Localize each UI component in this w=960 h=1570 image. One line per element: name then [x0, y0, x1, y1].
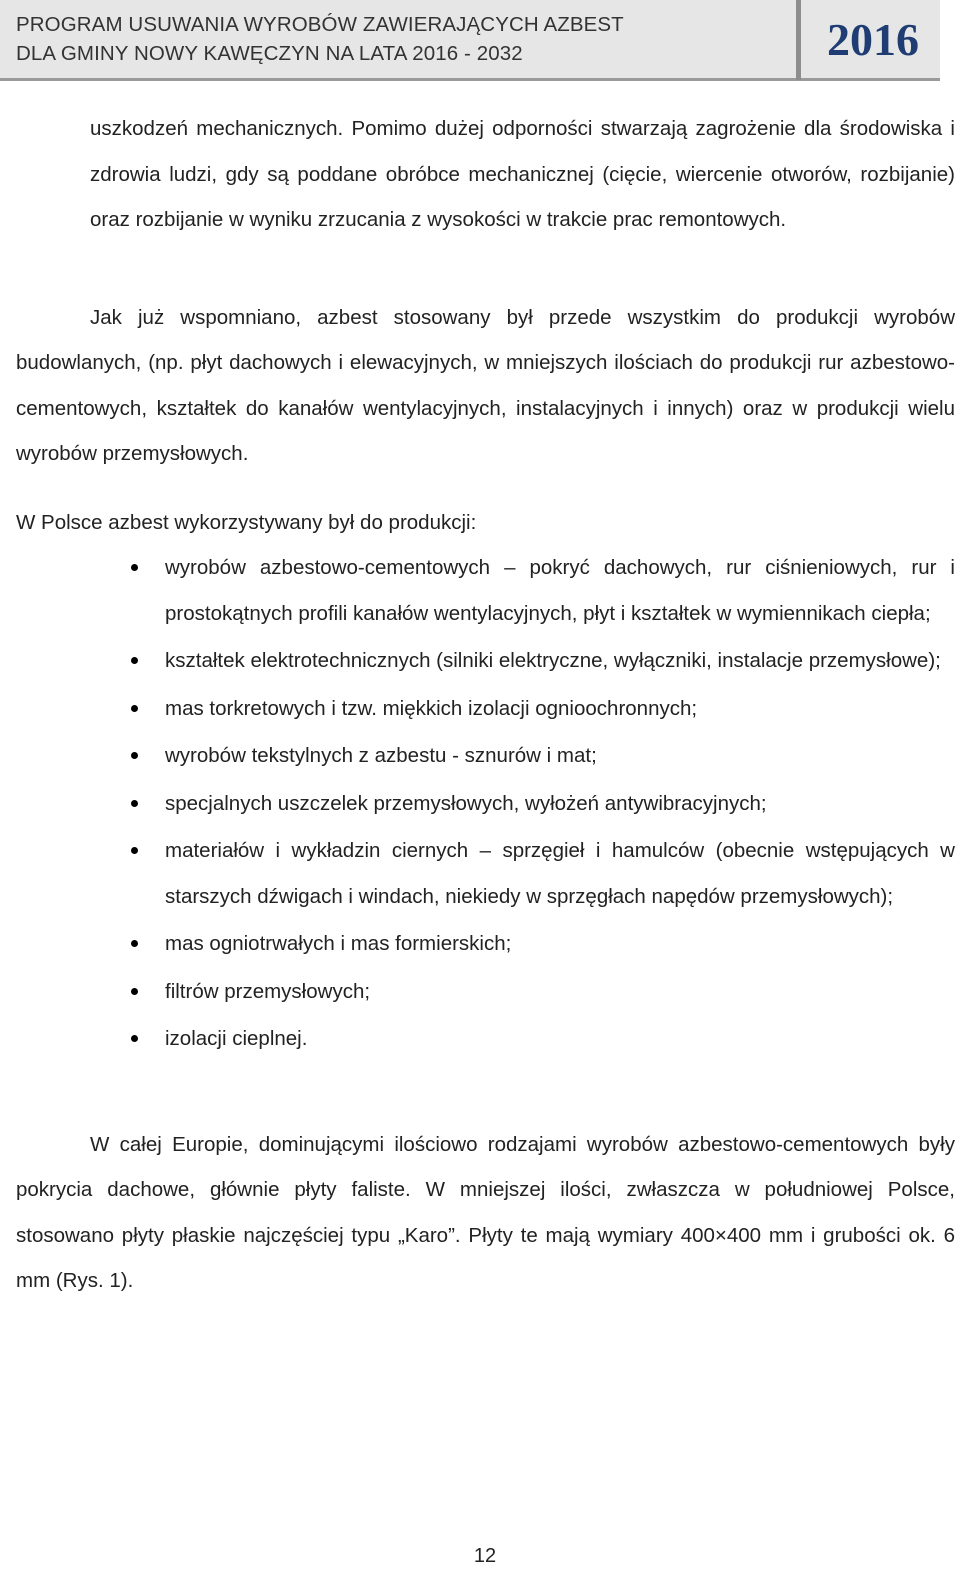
paragraph-continuation: uszkodzeń mechanicznych. Pomimo dużej odporności stwarzają zagrożenie dla środowiska i zdrowia ludzi, gdy są poddane obróbce mechanicznej (cięcie, wiercenie otworów, rozbijanie) oraz rozbijanie w wyniku zrzucania z wysokości w trakcie prac remontowych.	[90, 117, 955, 231]
bullet-list-asbestos-uses	[16, 545, 955, 1062]
header-divider	[796, 0, 801, 80]
paragraph-europe-roofing: W całej Europie, dominującymi ilościowo rodzajami wyrobów azbestowo-cementowych były pokrycia dachowe, głównie płyty faliste. W mniejszej ilości, zwłaszcza w południowej Polsce, stosowano płyty płaskie najczęściej typu „Karo”. Płyty te mają wymiary 400×400 mm i grubości ok. 6 mm (Rys. 1).	[16, 1132, 955, 1292]
list-item: wyrobów tekstylnych z azbestu - sznurów i mat;	[165, 733, 955, 779]
document-title-line-2: DLA GMINY NOWY KAWĘCZYN NA LATA 2016 - 2032	[16, 42, 523, 65]
document-title-line-1: PROGRAM USUWANIA WYROBÓW ZAWIERAJĄCYCH AZBEST	[16, 13, 624, 36]
list-item: kształtek elektrotechnicznych (silniki elektryczne, wyłączniki, instalacje przemysłowe);	[165, 638, 955, 684]
list-item: izolacji cieplnej.	[165, 1016, 955, 1062]
list-item: wyrobów azbestowo-cementowych – pokryć dachowych, rur ciśnieniowych, rur i prostokątnych profili kanałów wentylacyjnych, płyt i kształtek w wymiennikach ciepła;	[165, 545, 955, 636]
list-item: mas torkretowych i tzw. miękkich izolacji ognioochronnych;	[165, 686, 955, 732]
list-item: mas ogniotrwałych i mas formierskich;	[165, 921, 955, 967]
page-content	[16, 106, 955, 1304]
paragraph-building-products: Jak już wspomniano, azbest stosowany był przede wszystkim do produkcji wyrobów budowlanych, (np. płyt dachowych i elewacyjnych, w mniejszych ilościach do produkcji rur azbestowo-cementowych, kształtek do kanałów wentylacyjnych, instalacyjnych i innych) oraz w produkcji wielu wyrobów przemysłowych.	[16, 305, 955, 465]
page-number: 12	[473, 1545, 497, 1567]
list-item: materiałów i wykładzin ciernych – sprzęgieł i hamulców (obecnie wstępujących w starszych dźwigach i windach, niekiedy w sprzęgłach napędów przemysłowych);	[165, 828, 955, 919]
paragraph-list-intro: W Polsce azbest wykorzystywany był do produkcji:	[16, 510, 477, 534]
list-item: filtrów przemysłowych;	[165, 969, 955, 1015]
list-item: specjalnych uszczelek przemysłowych, wyłożeń antywibracyjnych;	[165, 781, 955, 827]
page-header	[0, 0, 940, 81]
header-year: 2016	[827, 14, 919, 65]
document-title	[16, 10, 786, 68]
